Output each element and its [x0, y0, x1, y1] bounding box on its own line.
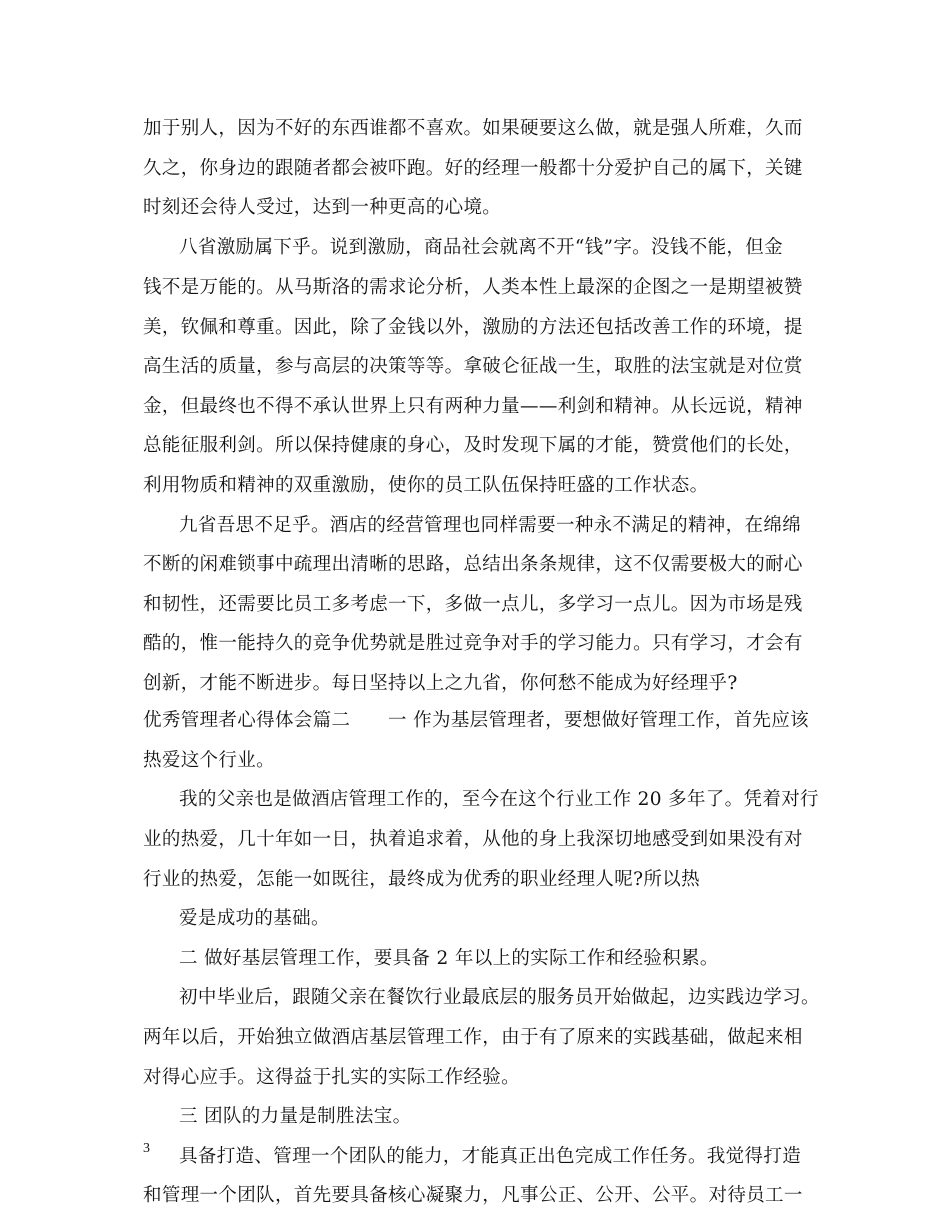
text-line: 久之，你身边的跟随者都会被吓跑。好的经理一般都十分爱护自己的属下，关键 [143, 158, 803, 179]
text-line: 业的热爱，几十年如一日，执着追求着，从他的身上我深切地感受到如果没有对 [143, 829, 803, 850]
text-line: 我的父亲也是做酒店管理工作的，至今在这个行业工作 20 多年了。凭着对行 [179, 789, 819, 810]
text-line: 和韧性，还需要比员工多考虑一下，多做一点儿，多学习一点儿。因为市场是残 [143, 594, 803, 615]
text-line: 利用物质和精神的双重激励，使你的员工队伍保持旺盛的工作状态。 [143, 475, 709, 496]
section-heading-line: 优秀管理者心得体会篇二 一 作为基层管理者，要想做好管理工作，首先应该 [143, 710, 809, 731]
text-line: 总能征服利剑。所以保持健康的身心，及时发现下属的才能，赞赏他们的长处， [143, 435, 803, 456]
text-line: 热爱这个行业。 [143, 750, 275, 771]
text-line: 爱是成功的基础。 [179, 908, 330, 929]
text-line: 九省吾思不足乎。酒店的经营管理也同样需要一种永不满足的精神，在绵绵 [179, 515, 802, 536]
text-line: 金，但最终也不得不承认世界上只有两种力量——利剑和精神。从长远说，精神 [143, 396, 803, 417]
page-number: 3 [143, 1141, 150, 1156]
text-line: 时刻还会待人受过，达到一种更高的心境。 [143, 197, 502, 218]
text-line: 美，钦佩和尊重。因此，除了金钱以外，激励的方法还包括改善工作的环境，提 [143, 317, 803, 338]
text-line: 具备打造、管理一个团队的能力，才能真正出色完成工作任务。我觉得打造 [179, 1146, 802, 1167]
text-line: 对得心应手。这得益于扎实的实际工作经验。 [143, 1067, 521, 1088]
text-line: 创新，才能不断进步。每日坚持以上之九省，你何愁不能成为好经理乎? [143, 673, 738, 694]
text-line: 和管理一个团队，首先要具备核心凝聚力，凡事公正、公开、公平。对待员工一 [143, 1185, 803, 1206]
text-line: 不断的闲难锁事中疏理出清晰的思路，总结出条条规律，这不仅需要极大的耐心 [143, 554, 803, 575]
text-line: 三 团队的力量是制胜法宝。 [179, 1106, 412, 1127]
text-line: 二 做好基层管理工作，要具备 2 年以上的实际工作和经验积累。 [179, 948, 719, 969]
text-line: 两年以后，开始独立做酒店基层管理工作，由于有了原来的实践基础，做起来相 [143, 1027, 803, 1048]
text-line: 钱不是万能的。从马斯洛的需求论分析，人类本性上最深的企图之一是期望被赞 [143, 277, 803, 298]
text-line: 初中毕业后，跟随父亲在餐饮行业最底层的服务员开始做起，边实践边学习。 [179, 987, 820, 1008]
text-line: 八省激励属下乎。说到激励，商品社会就离不开“钱”字。没钱不能，但金 [179, 237, 783, 258]
text-line: 酷的，惟一能持久的竞争优势就是胜过竞争对手的学习能力。只有学习，才会有 [143, 633, 803, 654]
text-line: 行业的热爱，怎能一如既往，最终成为优秀的职业经理人呢?所以热 [143, 869, 700, 890]
text-line: 加于别人，因为不好的东西谁都不喜欢。如果硬要这么做，就是强人所难，久而 [143, 118, 803, 139]
text-line: 高生活的质量，参与高层的决策等等。拿破仑征战一生，取胜的法宝就是对位赏 [143, 356, 803, 377]
